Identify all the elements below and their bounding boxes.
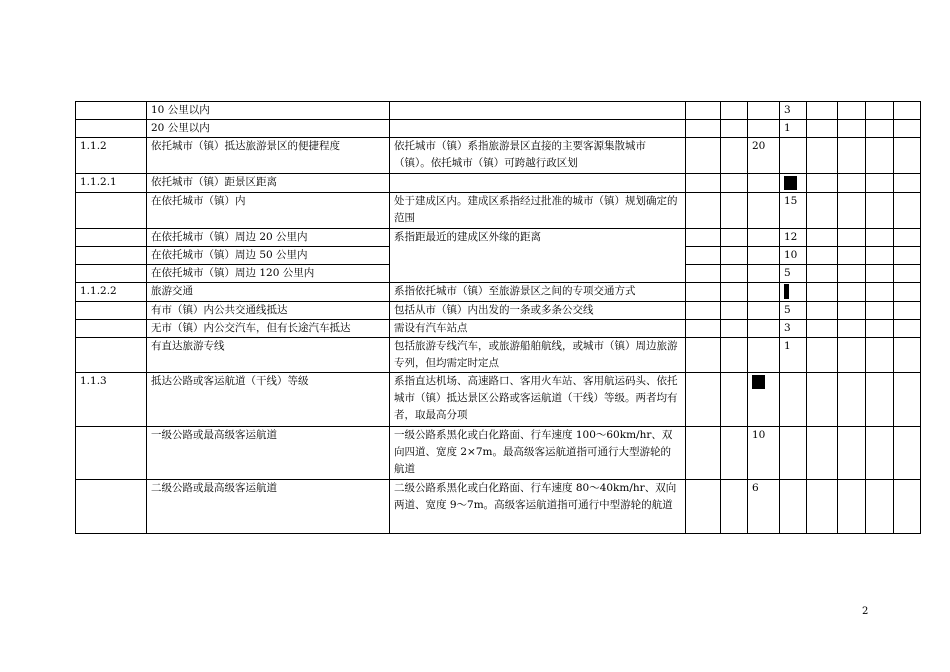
blank-cell xyxy=(866,102,894,120)
score-cell xyxy=(686,338,721,373)
total-cell xyxy=(748,283,780,302)
blank-cell xyxy=(807,193,838,229)
table-row xyxy=(76,283,921,302)
total-cell xyxy=(748,174,780,193)
blank-cell xyxy=(838,193,866,229)
blank-cell xyxy=(838,102,866,120)
total-cell xyxy=(748,247,780,265)
blank-cell xyxy=(894,265,921,283)
score-cell xyxy=(686,373,721,427)
score-cell xyxy=(686,120,721,138)
table-row xyxy=(76,193,921,229)
score-cell xyxy=(686,427,721,480)
page-number: 2 xyxy=(862,606,869,617)
subscore-cell: 12 xyxy=(780,229,807,247)
score-cell xyxy=(686,265,721,283)
item-name: 在依托城市（镇）周边 20 公里内 xyxy=(147,229,390,247)
subscore-cell xyxy=(780,283,807,302)
blank-cell xyxy=(807,480,838,534)
item-number xyxy=(76,193,147,229)
score-cell xyxy=(686,247,721,265)
total-cell: 20 xyxy=(748,138,780,174)
blank-cell xyxy=(838,247,866,265)
score-cell xyxy=(721,373,748,427)
blank-cell xyxy=(866,320,894,338)
blank-cell xyxy=(807,373,838,427)
subscore-cell: 15 xyxy=(780,193,807,229)
subscore-cell: 10 xyxy=(780,247,807,265)
blank-cell xyxy=(838,174,866,193)
subscore-cell xyxy=(780,373,807,427)
table-row xyxy=(76,302,921,320)
item-number xyxy=(76,102,147,120)
score-cell xyxy=(721,480,748,534)
total-cell xyxy=(748,102,780,120)
item-name: 10 公里以内 xyxy=(147,102,390,120)
blank-cell xyxy=(838,373,866,427)
score-cell xyxy=(721,229,748,247)
item-name: 20 公里以内 xyxy=(147,120,390,138)
blank-cell xyxy=(838,302,866,320)
subscore-cell: 3 xyxy=(780,320,807,338)
item-description: 处于建成区内。建成区系指经过批准的城市（镇）规划确定的范围 xyxy=(390,193,686,229)
score-cell xyxy=(686,283,721,302)
table-row xyxy=(76,138,921,174)
blank-cell xyxy=(807,283,838,302)
item-description xyxy=(390,102,686,120)
blank-cell xyxy=(894,138,921,174)
score-cell xyxy=(686,229,721,247)
table-row xyxy=(76,373,921,427)
blank-cell xyxy=(807,247,838,265)
item-number: 1.1.2 xyxy=(76,138,147,174)
score-cell xyxy=(721,247,748,265)
blank-cell xyxy=(866,302,894,320)
table-row xyxy=(76,480,921,534)
table-row xyxy=(76,120,921,138)
table-row xyxy=(76,320,921,338)
total-cell xyxy=(748,338,780,373)
item-description: 一级公路系黑化或白化路面、行车速度 100～60km/hr、双向四道、宽度 2×7m。最高级客运航道指可通行大型游轮的航道 xyxy=(390,427,686,480)
total-cell xyxy=(748,373,780,427)
score-cell xyxy=(721,174,748,193)
subscore-cell xyxy=(780,138,807,174)
item-number xyxy=(76,320,147,338)
blank-cell xyxy=(894,229,921,247)
item-description: 依托城市（镇）系指旅游景区直接的主要客源集散城市（镇）。依托城市（镇）可跨越行政区划 xyxy=(390,138,686,174)
item-number xyxy=(76,247,147,265)
total-cell: 6 xyxy=(748,480,780,534)
blank-cell xyxy=(838,138,866,174)
blank-cell xyxy=(866,174,894,193)
item-description: 需设有汽车站点 xyxy=(390,320,686,338)
evaluation-table xyxy=(75,101,921,534)
score-cell xyxy=(721,102,748,120)
item-description: 包括从市（镇）内出发的一条或多条公交线 xyxy=(390,302,686,320)
blank-cell xyxy=(866,229,894,247)
total-cell xyxy=(748,302,780,320)
blank-cell xyxy=(866,338,894,373)
score-cell xyxy=(721,265,748,283)
item-description: 包括旅游专线汽车，或旅游船舶航线，或城市（镇）周边旅游专列，但均需定时定点 xyxy=(390,338,686,373)
blank-cell xyxy=(894,283,921,302)
blank-cell xyxy=(866,138,894,174)
item-description xyxy=(390,174,686,193)
blank-cell xyxy=(807,138,838,174)
blank-cell xyxy=(838,229,866,247)
blank-cell xyxy=(807,265,838,283)
blank-cell xyxy=(894,193,921,229)
filled-square-icon xyxy=(752,375,765,389)
total-cell xyxy=(748,265,780,283)
item-name: 有市（镇）内公共交通线抵达 xyxy=(147,302,390,320)
subscore-cell: 5 xyxy=(780,265,807,283)
table-row xyxy=(76,229,921,247)
item-description: 系指距最近的建成区外缘的距离 xyxy=(390,229,686,283)
blank-cell xyxy=(894,373,921,427)
item-description xyxy=(390,120,686,138)
blank-cell xyxy=(807,120,838,138)
item-name: 依托城市（镇）抵达旅游景区的便捷程度 xyxy=(147,138,390,174)
item-number: 1.1.2.2 xyxy=(76,283,147,302)
score-cell xyxy=(721,302,748,320)
filled-bar-icon xyxy=(784,284,789,299)
item-name: 旅游交通 xyxy=(147,283,390,302)
item-name: 依托城市（镇）距景区距离 xyxy=(147,174,390,193)
item-description: 系指依托城市（镇）至旅游景区之间的专项交通方式 xyxy=(390,283,686,302)
score-cell xyxy=(686,174,721,193)
blank-cell xyxy=(838,120,866,138)
blank-cell xyxy=(807,174,838,193)
blank-cell xyxy=(838,283,866,302)
blank-cell xyxy=(807,338,838,373)
blank-cell xyxy=(866,265,894,283)
item-name: 一级公路或最高级客运航道 xyxy=(147,427,390,480)
blank-cell xyxy=(894,427,921,480)
score-cell xyxy=(686,302,721,320)
total-cell xyxy=(748,229,780,247)
item-number xyxy=(76,265,147,283)
blank-cell xyxy=(866,373,894,427)
item-name: 在依托城市（镇）周边 50 公里内 xyxy=(147,247,390,265)
item-number: 1.1.3 xyxy=(76,373,147,427)
score-cell xyxy=(686,193,721,229)
blank-cell xyxy=(807,302,838,320)
blank-cell xyxy=(866,427,894,480)
blank-cell xyxy=(866,247,894,265)
blank-cell xyxy=(894,338,921,373)
score-cell xyxy=(721,427,748,480)
blank-cell xyxy=(807,320,838,338)
item-number xyxy=(76,480,147,534)
table-row xyxy=(76,338,921,373)
subscore-cell xyxy=(780,174,807,193)
item-name: 无市（镇）内公交汽车，但有长途汽车抵达 xyxy=(147,320,390,338)
blank-cell xyxy=(866,480,894,534)
blank-cell xyxy=(894,120,921,138)
blank-cell xyxy=(894,302,921,320)
subscore-cell xyxy=(780,480,807,534)
blank-cell xyxy=(807,427,838,480)
subscore-cell: 1 xyxy=(780,338,807,373)
item-description: 系指直达机场、高速路口、客用火车站、客用航运码头、依托城市（镇）抵达景区公路或客运航道（干线）等级。两者均有者，取最高分项 xyxy=(390,373,686,427)
table-row xyxy=(76,102,921,120)
blank-cell xyxy=(838,480,866,534)
score-cell xyxy=(686,138,721,174)
item-number xyxy=(76,120,147,138)
blank-cell xyxy=(894,174,921,193)
score-cell xyxy=(721,338,748,373)
table-row xyxy=(76,174,921,193)
table-row xyxy=(76,427,921,480)
item-number xyxy=(76,302,147,320)
item-number: 1.1.2.1 xyxy=(76,174,147,193)
score-cell xyxy=(686,480,721,534)
blank-cell xyxy=(838,265,866,283)
blank-cell xyxy=(866,283,894,302)
item-name: 二级公路或最高级客运航道 xyxy=(147,480,390,534)
score-cell xyxy=(721,120,748,138)
total-cell xyxy=(748,320,780,338)
score-cell xyxy=(721,138,748,174)
score-cell xyxy=(686,102,721,120)
total-cell xyxy=(748,120,780,138)
item-name: 在依托城市（镇）内 xyxy=(147,193,390,229)
score-cell xyxy=(721,320,748,338)
item-number xyxy=(76,229,147,247)
total-cell xyxy=(748,193,780,229)
blank-cell xyxy=(866,193,894,229)
subscore-cell: 3 xyxy=(780,102,807,120)
subscore-cell: 1 xyxy=(780,120,807,138)
score-cell xyxy=(721,283,748,302)
item-number xyxy=(76,427,147,480)
item-number xyxy=(76,338,147,373)
item-name: 有直达旅游专线 xyxy=(147,338,390,373)
subscore-cell: 5 xyxy=(780,302,807,320)
blank-cell xyxy=(838,338,866,373)
blank-cell xyxy=(866,120,894,138)
item-name: 抵达公路或客运航道（干线）等级 xyxy=(147,373,390,427)
blank-cell xyxy=(894,247,921,265)
blank-cell xyxy=(894,320,921,338)
subscore-cell xyxy=(780,427,807,480)
total-cell: 10 xyxy=(748,427,780,480)
blank-cell xyxy=(838,427,866,480)
item-name: 在依托城市（镇）周边 120 公里内 xyxy=(147,265,390,283)
item-description: 二级公路系黑化或白化路面、行车速度 80～40km/hr、双向两道、宽度 9～7m。高级客运航道指可通行中型游轮的航道 xyxy=(390,480,686,534)
blank-cell xyxy=(807,229,838,247)
score-cell xyxy=(686,320,721,338)
blank-cell xyxy=(807,102,838,120)
blank-cell xyxy=(838,320,866,338)
blank-cell xyxy=(894,480,921,534)
score-cell xyxy=(721,193,748,229)
filled-square-icon xyxy=(784,176,797,190)
blank-cell xyxy=(894,102,921,120)
